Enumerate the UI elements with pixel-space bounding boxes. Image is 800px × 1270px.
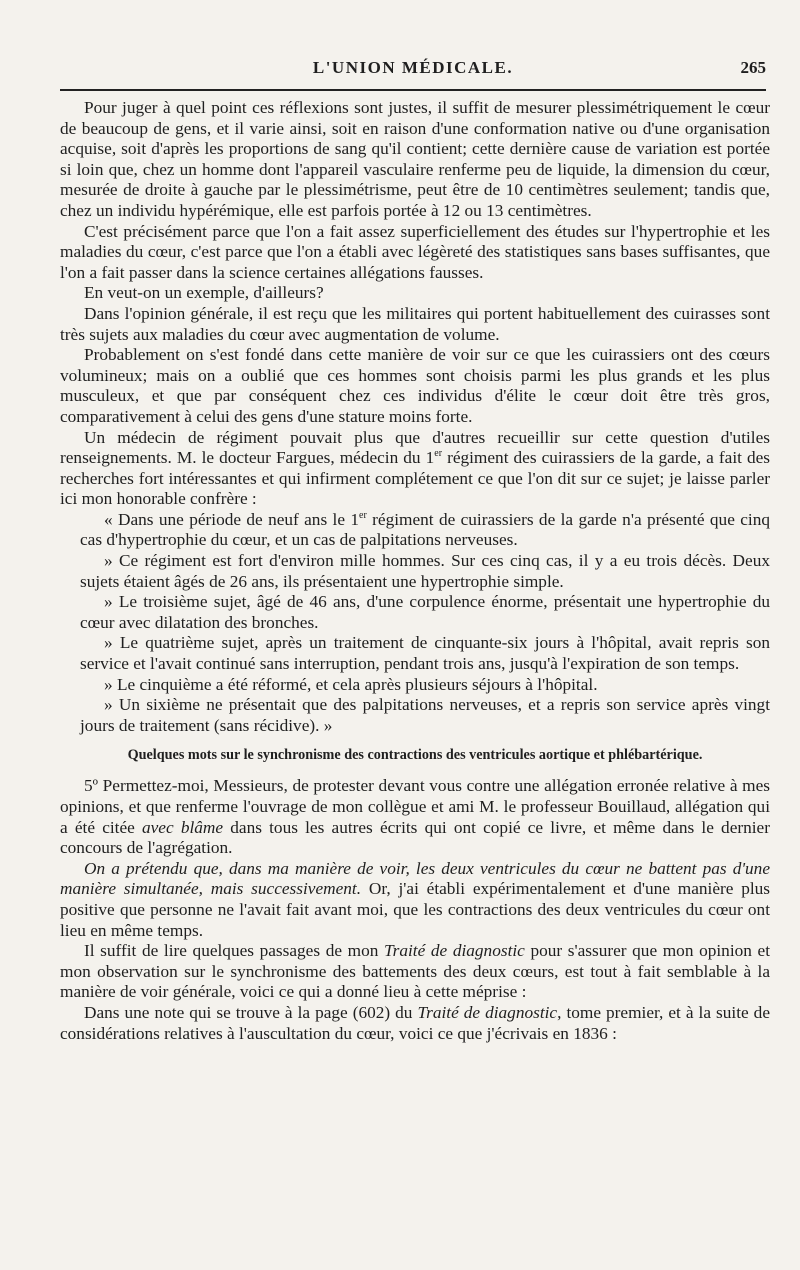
text-run: Dans une note qui se trouve à la page (602) du (84, 1002, 418, 1022)
paragraph: Pour juger à quel point ces réflexions sont justes, il suffit de mesurer plessimétriquement le cœur de beaucoup de gens, et il varie ainsi, soit en raison d'une conformation native ou d'une organisation acquise, soit d'après les proportions de sang qu'il contient; cette dernière cause de variation est portée si loin que, chez un homme dont l'appareil vasculaire renferme peu de liquide, la dimension du cœur, mesurée de droite à gauche par le plessimétrisme, peut être de 10 centimètres seulement; tandis que, chez un individu hypérémique, elle est parfois portée à 12 ou 13 centimètres. (60, 98, 770, 220)
text-run: Un médecin de régiment pouvait plus que d'autres recueillir sur cette question d'utiles renseignements. M. le docteur Fargues, médecin du 1 (60, 427, 770, 468)
quote-line (60, 510, 770, 551)
text-run: régiment des cuirassiers de la garde, a fait des recherches fort intéressantes et qui infirment complétement ce que l'on dit sur ce sujet; je laisse parler ici mon honorable confrère : (60, 448, 770, 509)
emphasis: Traité de diagnostic (417, 1002, 558, 1022)
quote-line: » Le cinquième a été réformé, et cela après plusieurs séjours à l'hôpital. (104, 674, 598, 694)
text-run: 5º Permettez-moi, Messieurs, de protester devant vous contre une allégation erronée relative à mes opinions, et que renferme l'ouvrage de mon collègue et ami M. le professeur Bouillaud, allégation qui a été citée (60, 776, 770, 837)
running-head (60, 58, 766, 84)
paragraph: Probablement on s'est fondé dans cette manière de voir sur ce que les cuirassiers ont des cœurs volumineux; mais on a oublié que ces hommes sont choisis parmi les plus grands et les plus musculeux, et que par conséquent chez ces individus d'élite le cœur doit être très gros, comparativement à celui des gens d'une stature moins forte. (60, 345, 770, 426)
paragraph (60, 859, 770, 941)
text-run: Il suffit de lire quelques passages de mon (84, 941, 384, 961)
paragraph: C'est précisément parce que l'on a fait assez superficiellement des études sur l'hypertrophie et les maladies du cœur, c'est parce que l'on a établi avec légèreté des statistiques sans bases suffisantes, que l'on a fait passer dans la science certaines allégations fausses. (60, 221, 770, 282)
emphasis: avec blâme (142, 817, 224, 837)
paragraph: En veut-on un exemple, d'ailleurs? (84, 283, 324, 303)
quote-line: » Le quatrième sujet, après un traitement de cinquante-six jours à l'hôpital, avait repris son service et l'avait continué sans interruption, pendant trois ans, jusqu'à l'expiration de son temps. (80, 633, 770, 674)
emphasis: On a prétendu que, dans ma manière de voir, les deux ventricules du cœur ne battent pas d'une manière simultanée, mais successivement. (60, 858, 770, 899)
section-title: Quelques mots sur le synchronisme des contractions des ventricules aortique et phlébartérique. (127, 747, 703, 764)
journal-title: L'UNION MÉDICALE. (312, 58, 514, 77)
paragraph (60, 428, 770, 510)
paragraph: Dans l'opinion générale, il est reçu que les militaires qui portent habituellement des cuirasses sont très sujets aux maladies du cœur avec augmentation de volume. (60, 303, 770, 344)
header-rule (60, 89, 766, 91)
text-run: pour s'assurer que mon opinion et mon observation sur le synchronisme des battements des deux cœurs, est tout à fait semblable à la manière de voir générale, voici ce qui a donné lieu à cette méprise : (60, 941, 770, 1002)
page-number: 265 (740, 58, 766, 77)
text-run: dans tous les autres écrits qui ont copié ce livre, et même dans le dernier concours de l'agrégation. (60, 817, 770, 858)
quote-line: » Le troisième sujet, âgé de 46 ans, d'une corpulence énorme, présentait une hypertrophie du cœur avec dilatation des bronches. (80, 592, 770, 632)
emphasis: Traité de diagnostic (383, 941, 525, 961)
text-run: , tome premier, et à la suite de considérations relatives à l'auscultation du cœur, voici ce que j'écrivais en 1836 : (60, 1002, 770, 1043)
paragraph (60, 941, 770, 1003)
text-run: Or, j'ai établi expérimentalement et d'une manière plus positive que personne ne l'avait fait avant moi, que les contractions des deux ventricules du cœur ont lieu en même temps. (60, 879, 771, 940)
paragraph (60, 1003, 770, 1044)
quote-line: » Ce régiment est fort d'environ mille hommes. Sur ces cinq cas, il y a eu trois décès. Deux sujets étaient âgés de 26 ans, ils présentaient une hypertrophie simple. (80, 551, 770, 591)
text-run: « Dans une période de neuf ans le 1 (104, 509, 360, 529)
superscript: er (434, 448, 443, 460)
text-run: régiment de cuirassiers de la garde n'a présenté que cinq cas d'hypertrophie du cœur, et un cas de palpitations nerveuses. (80, 509, 770, 550)
quote-line: » Un sixième ne présentait que des palpitations nerveuses, et a repris son service après vingt jours de traitement (sans récidive). » (80, 695, 770, 735)
article-body (60, 98, 770, 1044)
paragraph (60, 776, 770, 858)
superscript: er (359, 510, 367, 522)
